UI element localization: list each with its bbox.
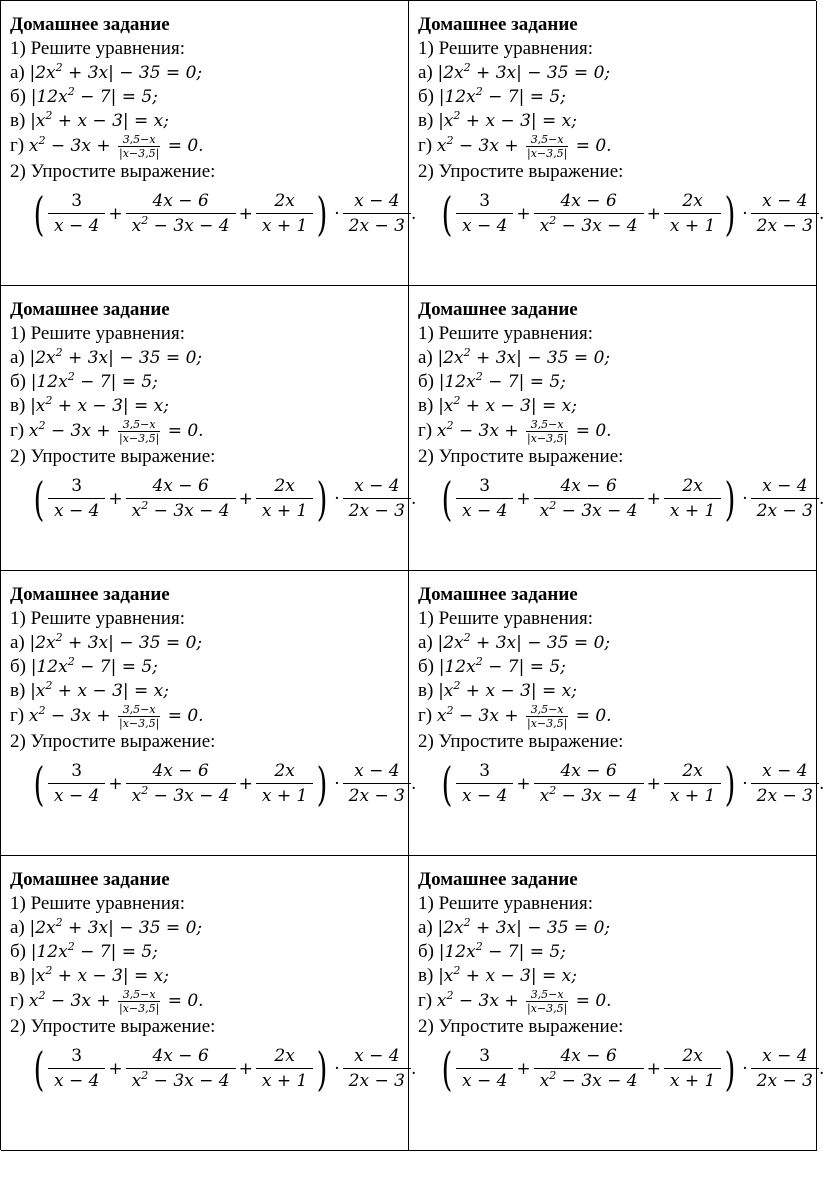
equation-a — [10, 346, 408, 370]
label-b: б) — [10, 371, 26, 392]
equation-g-fraction: $\frac{3,5-x}{|x-3,5|}$ — [118, 703, 160, 730]
simplify-expression: ( $\frac{3}{x - 4}$ + $\frac{4x - 6}{x^2 - 3x - 4}$ + $\frac{2x}{x + 1}$ ) · $\frac{x - 4}{2x - 3}$ . — [441, 186, 824, 241]
equation-b-expr: $|12x^2 - 7| = 5$; — [438, 85, 566, 107]
card-title: Домашнее задание — [10, 14, 170, 35]
fraction-4: $\frac{x - 4}{2x - 3}$ — [346, 190, 408, 237]
card-title: Домашнее задание — [418, 869, 578, 890]
equation-g — [418, 988, 816, 1015]
left-paren: ( — [33, 186, 45, 241]
fraction-2: $\frac{4x - 6}{x^2 - 3x - 4}$ — [129, 1045, 233, 1092]
fraction-2: $\frac{4x - 6}{x^2 - 3x - 4}$ — [537, 190, 641, 237]
label-g: г) — [418, 705, 433, 726]
fraction-4: $\frac{x - 4}{2x - 3}$ — [346, 760, 408, 807]
fraction-3: $\frac{2x}{x + 1}$ — [667, 475, 718, 522]
task1-heading: 1) Решите уравнения: — [418, 608, 593, 629]
left-paren: ( — [33, 471, 45, 526]
simplify-expression: ( $\frac{3}{x - 4}$ + $\frac{4x - 6}{x^2 - 3x - 4}$ + $\frac{2x}{x + 1}$ ) · $\frac{x - 4}{2x - 3}$ . — [441, 756, 824, 811]
label-g: г) — [10, 135, 25, 156]
card-title: Домашнее задание — [10, 299, 170, 320]
right-paren: ) — [316, 186, 328, 241]
equation-b — [10, 370, 408, 394]
equation-b — [418, 85, 816, 109]
fraction-1: $\frac{3}{x - 4}$ — [459, 760, 510, 807]
label-a: а) — [418, 917, 433, 938]
equation-a-expr: $|2x^2 + 3x| - 35 = 0$; — [29, 916, 203, 938]
card-title: Домашнее задание — [10, 584, 170, 605]
label-g: г) — [418, 420, 433, 441]
equation-v — [10, 679, 408, 703]
equation-b — [418, 940, 816, 964]
equation-a-expr: $|2x^2 + 3x| - 35 = 0$; — [437, 61, 611, 83]
label-v: в) — [10, 965, 26, 986]
equation-v — [10, 394, 408, 418]
fraction-4: $\frac{x - 4}{2x - 3}$ — [346, 475, 408, 522]
equation-b — [10, 85, 408, 109]
fraction-2: $\frac{4x - 6}{x^2 - 3x - 4}$ — [537, 1045, 641, 1092]
equation-a-expr: $|2x^2 + 3x| - 35 = 0$; — [437, 916, 611, 938]
equation-g-expr: $x^2 - 3x$ + $\frac{3,5-x}{|x-3,5|}$ = 0. — [436, 988, 612, 1015]
task1-heading: 1) Решите уравнения: — [10, 38, 185, 59]
label-b: б) — [418, 86, 434, 107]
fraction-4: $\frac{x - 4}{2x - 3}$ — [754, 190, 816, 237]
equation-v — [10, 964, 408, 988]
task2-heading: 2) Упростите выражение: — [418, 731, 624, 752]
equation-g — [418, 703, 816, 730]
left-paren: ( — [441, 471, 453, 526]
homework-card — [1, 571, 417, 856]
left-paren: ( — [33, 756, 45, 811]
equation-a-expr: $|2x^2 + 3x| - 35 = 0$; — [29, 631, 203, 653]
simplify-expression: ( $\frac{3}{x - 4}$ + $\frac{4x - 6}{x^2 - 3x - 4}$ + $\frac{2x}{x + 1}$ ) · $\frac{x - 4}{2x - 3}$ . — [441, 471, 824, 526]
fraction-4: $\frac{x - 4}{2x - 3}$ — [754, 1045, 816, 1092]
fraction-2: $\frac{4x - 6}{x^2 - 3x - 4}$ — [129, 760, 233, 807]
fraction-3: $\frac{2x}{x + 1}$ — [667, 190, 718, 237]
equation-v-expr: $|x^2 + x - 3| = x$; — [30, 679, 169, 701]
fraction-1: $\frac{3}{x - 4}$ — [51, 475, 102, 522]
equation-a — [10, 61, 408, 85]
label-g: г) — [10, 420, 25, 441]
equation-a — [418, 346, 816, 370]
fraction-1: $\frac{3}{x - 4}$ — [51, 760, 102, 807]
task2-heading: 2) Упростите выражение: — [10, 731, 216, 752]
label-b: б) — [10, 656, 26, 677]
fraction-3: $\frac{2x}{x + 1}$ — [259, 475, 310, 522]
homework-card — [409, 571, 824, 856]
equation-b — [418, 655, 816, 679]
label-v: в) — [418, 680, 434, 701]
equation-g-fraction: $\frac{3,5-x}{|x-3,5|}$ — [526, 418, 568, 445]
fraction-4: $\frac{x - 4}{2x - 3}$ — [754, 475, 816, 522]
card-title: Домашнее задание — [10, 869, 170, 890]
right-paren: ) — [724, 1041, 736, 1096]
equation-a-expr: $|2x^2 + 3x| - 35 = 0$; — [29, 346, 203, 368]
equation-a — [418, 631, 816, 655]
equation-v-expr: $|x^2 + x - 3| = x$; — [30, 109, 169, 131]
label-a: а) — [418, 347, 433, 368]
fraction-3: $\frac{2x}{x + 1}$ — [259, 760, 310, 807]
equation-g-fraction: $\frac{3,5-x}{|x-3,5|}$ — [118, 988, 160, 1015]
label-v: в) — [10, 110, 26, 131]
equation-g-fraction: $\frac{3,5-x}{|x-3,5|}$ — [526, 133, 568, 160]
equation-g-expr: $x^2 - 3x$ + $\frac{3,5-x}{|x-3,5|}$ = 0. — [28, 133, 204, 160]
fraction-2: $\frac{4x - 6}{x^2 - 3x - 4}$ — [537, 475, 641, 522]
label-a: а) — [10, 632, 25, 653]
homework-card — [1, 856, 417, 1151]
equation-b-expr: $|12x^2 - 7| = 5$; — [438, 370, 566, 392]
equation-a — [10, 631, 408, 655]
task2-heading: 2) Упростите выражение: — [418, 1016, 624, 1037]
equation-g — [10, 133, 408, 160]
equation-g-expr: $x^2 - 3x$ + $\frac{3,5-x}{|x-3,5|}$ = 0. — [28, 703, 204, 730]
fraction-2: $\frac{4x - 6}{x^2 - 3x - 4}$ — [129, 190, 233, 237]
task1-heading: 1) Решите уравнения: — [418, 893, 593, 914]
label-g: г) — [418, 135, 433, 156]
equation-g — [10, 988, 408, 1015]
task2-heading: 2) Упростите выражение: — [10, 446, 216, 467]
task2-heading: 2) Упростите выражение: — [418, 161, 624, 182]
homework-card — [1, 286, 417, 571]
label-a: а) — [10, 347, 25, 368]
equation-g-fraction: $\frac{3,5-x}{|x-3,5|}$ — [118, 133, 160, 160]
equation-b-expr: $|12x^2 - 7| = 5$; — [30, 85, 158, 107]
equation-b-expr: $|12x^2 - 7| = 5$; — [30, 655, 158, 677]
equation-g — [10, 703, 408, 730]
equation-a — [10, 916, 408, 940]
equation-v-expr: $|x^2 + x - 3| = x$; — [30, 964, 169, 986]
equation-g — [418, 133, 816, 160]
task2-heading: 2) Упростите выражение: — [10, 1016, 216, 1037]
fraction-2: $\frac{4x - 6}{x^2 - 3x - 4}$ — [537, 760, 641, 807]
equation-a-expr: $|2x^2 + 3x| - 35 = 0$; — [29, 61, 203, 83]
equation-v-expr: $|x^2 + x - 3| = x$; — [438, 394, 577, 416]
task2-heading: 2) Упростите выражение: — [10, 161, 216, 182]
equation-g — [10, 418, 408, 445]
homework-card — [409, 856, 824, 1151]
fraction-3: $\frac{2x}{x + 1}$ — [667, 1045, 718, 1092]
label-v: в) — [418, 110, 434, 131]
equation-b-expr: $|12x^2 - 7| = 5$; — [30, 370, 158, 392]
fraction-1: $\frac{3}{x - 4}$ — [51, 1045, 102, 1092]
simplify-expression: ( $\frac{3}{x - 4}$ + $\frac{4x - 6}{x^2 - 3x - 4}$ + $\frac{2x}{x + 1}$ ) · $\frac{x - 4}{2x - 3}$ . — [33, 186, 417, 241]
right-paren: ) — [316, 756, 328, 811]
simplify-expression: ( $\frac{3}{x - 4}$ + $\frac{4x - 6}{x^2 - 3x - 4}$ + $\frac{2x}{x + 1}$ ) · $\frac{x - 4}{2x - 3}$ . — [33, 1041, 417, 1096]
label-g: г) — [418, 990, 433, 1011]
task1-heading: 1) Решите уравнения: — [10, 608, 185, 629]
label-b: б) — [10, 86, 26, 107]
equation-v-expr: $|x^2 + x - 3| = x$; — [438, 109, 577, 131]
fraction-4: $\frac{x - 4}{2x - 3}$ — [346, 1045, 408, 1092]
homework-card — [409, 286, 824, 571]
equation-v — [418, 964, 816, 988]
label-v: в) — [418, 965, 434, 986]
equation-v — [418, 109, 816, 133]
equation-g — [418, 418, 816, 445]
fraction-1: $\frac{3}{x - 4}$ — [459, 1045, 510, 1092]
task1-heading: 1) Решите уравнения: — [418, 38, 593, 59]
equation-g-expr: $x^2 - 3x$ + $\frac{3,5-x}{|x-3,5|}$ = 0. — [436, 133, 612, 160]
right-paren: ) — [316, 471, 328, 526]
fraction-1: $\frac{3}{x - 4}$ — [459, 190, 510, 237]
fraction-3: $\frac{2x}{x + 1}$ — [259, 190, 310, 237]
label-g: г) — [10, 990, 25, 1011]
equation-a — [418, 916, 816, 940]
equation-a — [418, 61, 816, 85]
simplify-expression: ( $\frac{3}{x - 4}$ + $\frac{4x - 6}{x^2 - 3x - 4}$ + $\frac{2x}{x + 1}$ ) · $\frac{x - 4}{2x - 3}$ . — [33, 471, 417, 526]
label-b: б) — [418, 656, 434, 677]
equation-b — [10, 940, 408, 964]
equation-g-expr: $x^2 - 3x$ + $\frac{3,5-x}{|x-3,5|}$ = 0. — [28, 988, 204, 1015]
fraction-1: $\frac{3}{x - 4}$ — [459, 475, 510, 522]
fraction-3: $\frac{2x}{x + 1}$ — [667, 760, 718, 807]
right-paren: ) — [724, 756, 736, 811]
equation-g-expr: $x^2 - 3x$ + $\frac{3,5-x}{|x-3,5|}$ = 0. — [436, 418, 612, 445]
fraction-1: $\frac{3}{x - 4}$ — [51, 190, 102, 237]
left-paren: ( — [33, 1041, 45, 1096]
left-paren: ( — [441, 756, 453, 811]
equation-v-expr: $|x^2 + x - 3| = x$; — [30, 394, 169, 416]
task1-heading: 1) Решите уравнения: — [418, 323, 593, 344]
equation-a-expr: $|2x^2 + 3x| - 35 = 0$; — [437, 631, 611, 653]
equation-g-fraction: $\frac{3,5-x}{|x-3,5|}$ — [118, 418, 160, 445]
label-a: а) — [418, 62, 433, 83]
equation-v — [418, 679, 816, 703]
card-title: Домашнее задание — [418, 14, 578, 35]
simplify-expression: ( $\frac{3}{x - 4}$ + $\frac{4x - 6}{x^2 - 3x - 4}$ + $\frac{2x}{x + 1}$ ) · $\frac{x - 4}{2x - 3}$ . — [33, 756, 417, 811]
homework-card — [1, 1, 417, 286]
right-paren: ) — [724, 471, 736, 526]
equation-b-expr: $|12x^2 - 7| = 5$; — [30, 940, 158, 962]
fraction-4: $\frac{x - 4}{2x - 3}$ — [754, 760, 816, 807]
label-b: б) — [418, 371, 434, 392]
equation-b — [10, 655, 408, 679]
equation-v — [10, 109, 408, 133]
equation-v-expr: $|x^2 + x - 3| = x$; — [438, 679, 577, 701]
equation-b-expr: $|12x^2 - 7| = 5$; — [438, 940, 566, 962]
left-paren: ( — [441, 1041, 453, 1096]
right-paren: ) — [316, 1041, 328, 1096]
card-title: Домашнее задание — [418, 299, 578, 320]
equation-g-fraction: $\frac{3,5-x}{|x-3,5|}$ — [526, 703, 568, 730]
label-b: б) — [418, 941, 434, 962]
left-paren: ( — [441, 186, 453, 241]
label-a: а) — [10, 917, 25, 938]
card-title: Домашнее задание — [418, 584, 578, 605]
task2-heading: 2) Упростите выражение: — [418, 446, 624, 467]
task1-heading: 1) Решите уравнения: — [10, 893, 185, 914]
fraction-2: $\frac{4x - 6}{x^2 - 3x - 4}$ — [129, 475, 233, 522]
label-a: а) — [418, 632, 433, 653]
equation-b-expr: $|12x^2 - 7| = 5$; — [438, 655, 566, 677]
label-b: б) — [10, 941, 26, 962]
equation-g-expr: $x^2 - 3x$ + $\frac{3,5-x}{|x-3,5|}$ = 0. — [28, 418, 204, 445]
label-v: в) — [10, 680, 26, 701]
equation-a-expr: $|2x^2 + 3x| - 35 = 0$; — [437, 346, 611, 368]
right-paren: ) — [724, 186, 736, 241]
equation-v — [418, 394, 816, 418]
label-v: в) — [10, 395, 26, 416]
label-a: а) — [10, 62, 25, 83]
simplify-expression: ( $\frac{3}{x - 4}$ + $\frac{4x - 6}{x^2 - 3x - 4}$ + $\frac{2x}{x + 1}$ ) · $\frac{x - 4}{2x - 3}$ . — [441, 1041, 824, 1096]
label-g: г) — [10, 705, 25, 726]
fraction-3: $\frac{2x}{x + 1}$ — [259, 1045, 310, 1092]
homework-card — [409, 1, 824, 286]
equation-g-fraction: $\frac{3,5-x}{|x-3,5|}$ — [526, 988, 568, 1015]
task1-heading: 1) Решите уравнения: — [10, 323, 185, 344]
equation-b — [418, 370, 816, 394]
equation-g-expr: $x^2 - 3x$ + $\frac{3,5-x}{|x-3,5|}$ = 0. — [436, 703, 612, 730]
equation-v-expr: $|x^2 + x - 3| = x$; — [438, 964, 577, 986]
label-v: в) — [418, 395, 434, 416]
